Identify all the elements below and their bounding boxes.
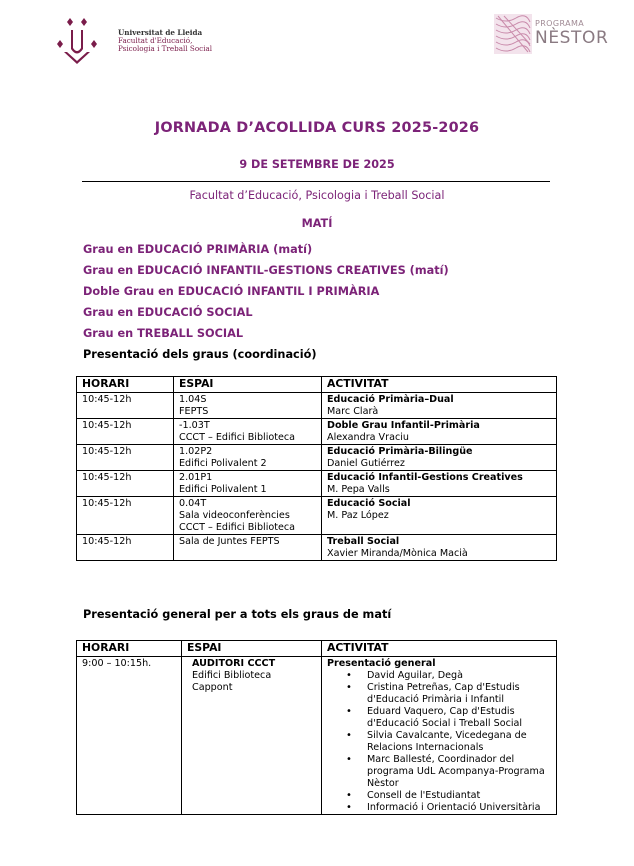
activity-title: Educació Infantil-Gestions Creatives xyxy=(327,472,523,483)
event-date: 9 DE SETEMBRE DE 2025 xyxy=(239,158,395,171)
time-cell: 10:45-12h xyxy=(77,471,174,497)
program-name: NÈSTOR xyxy=(535,28,609,48)
table-row xyxy=(77,445,557,471)
table-row xyxy=(77,497,557,535)
activity-cell xyxy=(322,497,557,535)
faculty-name: Facultat d’Educació, Psicologia i Treball Social xyxy=(189,189,445,202)
list-item: • Silvia Cavalcante, Vicedegana de Relacions Internacionals xyxy=(367,730,553,754)
activity-person: M. Paz López xyxy=(327,510,389,521)
activity-person: Daniel Gutiérrez xyxy=(327,458,405,469)
header-activitat: ACTIVITAT xyxy=(322,377,557,393)
time-cell: 10:45-12h xyxy=(77,497,174,535)
activity-person: Alexandra Vraciu xyxy=(327,432,409,443)
activity-person: Marc Clarà xyxy=(327,406,379,417)
degree-item: Grau en EDUCACIÓ PRIMÀRIA (matí) xyxy=(83,243,313,256)
list-item: • Eduard Vaquero, Cap d'Estudis d'Educació Social i Treball Social xyxy=(367,706,553,730)
document-title: JORNADA D’ACOLLIDA CURS 2025-2026 xyxy=(154,120,480,136)
place-line: Edifici Biblioteca xyxy=(192,670,272,681)
activity-title: Educació Social xyxy=(327,498,411,509)
time-cell: 10:45-12h xyxy=(77,445,174,471)
place-line: Cappont xyxy=(192,682,233,693)
header-horari: HORARI xyxy=(77,377,174,393)
place-line: FEPTS xyxy=(179,406,209,417)
session-label: MATÍ xyxy=(301,217,333,230)
activity-cell xyxy=(322,393,557,419)
table-header-row xyxy=(77,377,557,393)
university-name: Universitat de Lleida xyxy=(118,28,203,37)
faculty-logo-line-2: Psicologia i Treball Social xyxy=(118,44,213,53)
list-item: • Cristina Petreñas, Cap d'Estudis d'Educació Primària i Infantil xyxy=(367,682,553,706)
place-line: Sala videoconferències xyxy=(179,510,290,521)
degree-item: Grau en TREBALL SOCIAL xyxy=(83,327,244,340)
time-cell: 9:00 – 10:15h. xyxy=(77,657,182,815)
general-heading: Presentació general per a tots els graus de matí xyxy=(83,608,392,621)
udl-logo-icon xyxy=(56,16,98,66)
nestor-logo xyxy=(494,14,616,56)
activity-cell xyxy=(322,535,557,561)
time-cell: 10:45-12h xyxy=(77,419,174,445)
place-line: 0.04T xyxy=(179,498,207,509)
place-line: Sala de Juntes FEPTS xyxy=(179,536,280,547)
activity-title: Presentació general xyxy=(327,658,436,669)
degree-item: Grau en EDUCACIÓ INFANTIL-GESTIONS CREATIVES (matí) xyxy=(83,264,449,277)
udl-logo-text xyxy=(118,29,212,53)
place-cell xyxy=(182,657,322,815)
place-title: AUDITORI CCCT xyxy=(192,658,276,669)
place-cell xyxy=(174,497,322,535)
table-row xyxy=(77,657,557,815)
divider xyxy=(82,181,550,182)
header-espai: ESPAI xyxy=(174,377,322,393)
place-line: 1.02P2 xyxy=(179,446,213,457)
activity-cell xyxy=(322,471,557,497)
speaker-list xyxy=(327,670,553,814)
coordination-heading: Presentació dels graus (coordinació) xyxy=(83,348,317,361)
activity-title: Treball Social xyxy=(327,536,400,547)
activity-cell xyxy=(322,445,557,471)
place-cell xyxy=(174,471,322,497)
degree-item: Doble Grau en EDUCACIÓ INFANTIL I PRIMÀRIA xyxy=(83,285,380,298)
faculty-logo-line-1: Facultat d'Educació, xyxy=(118,36,193,45)
nestor-mark-icon xyxy=(494,14,532,54)
place-line: Edifici Polivalent 2 xyxy=(179,458,267,469)
place-line: Edifici Polivalent 1 xyxy=(179,484,267,495)
time-cell: 10:45-12h xyxy=(77,535,174,561)
table-row xyxy=(77,419,557,445)
time-cell: 10:45-12h xyxy=(77,393,174,419)
place-cell xyxy=(174,393,322,419)
place-line: 2.01P1 xyxy=(179,472,213,483)
activity-person: M. Pepa Valls xyxy=(327,484,390,495)
program-small-label: PROGRAMA xyxy=(535,19,585,28)
list-item: • Informació i Orientació Universitària xyxy=(367,802,553,814)
table-row xyxy=(77,393,557,419)
place-line: 1.04S xyxy=(179,394,207,405)
activity-title: Educació Primària-Bilingüe xyxy=(327,446,473,457)
place-line: CCCT – Edifici Biblioteca xyxy=(179,522,296,533)
table-row xyxy=(77,535,557,561)
header-espai: ESPAI xyxy=(182,641,322,657)
table-header-row xyxy=(77,641,557,657)
place-line: CCCT – Edifici Biblioteca xyxy=(179,432,296,443)
list-item: • Marc Ballesté, Coordinador del programa UdL Acompanya-Programa Nèstor xyxy=(367,754,553,790)
place-line: -1.03T xyxy=(179,420,210,431)
header-activitat: ACTIVITAT xyxy=(322,641,557,657)
list-item: • David Aguilar, Degà xyxy=(367,670,553,682)
place-cell xyxy=(174,535,322,561)
header-horari: HORARI xyxy=(77,641,182,657)
place-cell xyxy=(174,419,322,445)
place-cell xyxy=(174,445,322,471)
activity-title: Educació Primària–Dual xyxy=(327,394,454,405)
activity-title: Doble Grau Infantil-Primària xyxy=(327,420,480,431)
activity-cell xyxy=(322,419,557,445)
general-schedule-table xyxy=(76,640,557,815)
coordination-schedule-table xyxy=(76,376,557,561)
activity-person: Xavier Miranda/Mònica Macià xyxy=(327,548,468,559)
table-row xyxy=(77,471,557,497)
activity-cell xyxy=(322,657,557,815)
list-item: • Consell de l'Estudiantat xyxy=(367,790,553,802)
degree-item: Grau en EDUCACIÓ SOCIAL xyxy=(83,306,253,319)
